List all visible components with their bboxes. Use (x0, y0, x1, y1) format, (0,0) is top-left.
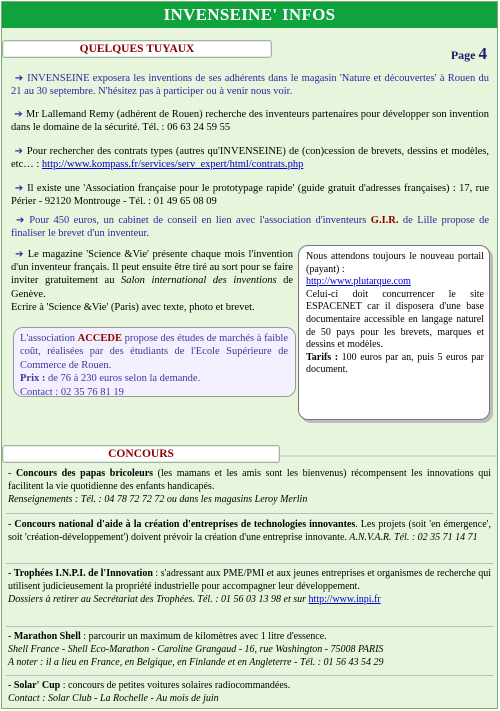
contest-contact: Renseignements : Tél. : 04 78 72 72 72 ou dans les magasins Leroy Merlin (8, 493, 308, 505)
arrow-icon: ➔ (11, 73, 28, 84)
tip-text: de Genève. (11, 275, 293, 300)
contest-separator (6, 675, 493, 676)
arrow-icon: ➔ (11, 109, 26, 120)
contest-text: : concours de petites voitures solaires radiocommandées. (60, 680, 291, 691)
portal-box (298, 245, 490, 420)
prix-text: de 76 à 230 euros selon la demande. (45, 373, 201, 385)
plutarque-link[interactable]: http://www.plutarque.com (306, 276, 411, 288)
tip-item (11, 214, 489, 240)
portal-text: Nous attendons toujours le nouveau portail (payant) : (306, 251, 484, 275)
contest-title: Marathon Shell (13, 631, 81, 642)
arrow-icon: ➔ (11, 249, 28, 260)
inpi-link[interactable]: http://www.inpi.fr (308, 593, 381, 605)
tarifs-text: 100 euros par an, puis 5 euros par document. (306, 351, 484, 376)
tip-text: INVENSEINE exposera les inventions de ses adhérents dans le magasin 'Nature et découvertes' à Rouen du 21 au 30 septembre. N'hésitez pas à participer ou à venir nous voir. (11, 73, 489, 98)
contest-separator (6, 563, 493, 564)
kompass-link[interactable]: http://www.kompass.fr/services/serv_expert/html/contrats.php (41, 159, 304, 171)
contest-title: Trophées I.N.P.I. de l'Innovation (13, 568, 153, 579)
tips-section-header: QUELQUES TUYAUX (2, 40, 272, 58)
contest-title: Concours national d'aide à la création d'entreprises de technologies innovantes (14, 519, 356, 530)
tip-text: Ecrire à 'Science &Vie' (Paris) avec texte, photo et brevet. (11, 301, 255, 313)
newsletter-page (1, 1, 498, 709)
contest-text: : parcourir un maximum de kilomètres avec 1 litre d'essence. (80, 631, 327, 642)
contest-text: . Les projets (soit 'en émergence', soit 'création-développement') doivent prévoir la création d'une entreprise innovante. (8, 519, 491, 543)
page-number (451, 44, 487, 64)
accede-text: propose des études de marchés à faible coût, réalisées par des étudiants de l'Ecole Supérieure de Commerce de Rouen. (20, 333, 288, 371)
page-number-value: 4 (478, 44, 487, 63)
page-number-label: Page (450, 48, 476, 62)
tip-text: Il existe une 'Association française pour le prototypage rapide' (guide gratuit d'adresses françaises) : 17, rue Périer - 92120 Montrouge - Tél. : 01 49 65 08 09 (11, 183, 489, 208)
accede-contact: Contact : 02 35 76 81 19 (20, 386, 124, 398)
contest-separator (6, 626, 493, 627)
portal-box-content (306, 251, 484, 377)
newsletter-title-banner: INVENSEINE' INFOS (2, 2, 497, 28)
contest-contact: Shell France - Shell Eco-Marathon - Caroline Grangaud - 16, rue Washington - 75008 PARIS (8, 643, 384, 655)
tip-item (11, 248, 293, 314)
contest-contact: A.N.V.A.R. Tél. : 02 35 71 14 71 (346, 531, 478, 543)
contest-title: Concours des papas bricoleurs (15, 468, 154, 479)
contest-separator (6, 513, 493, 514)
arrow-icon: ➔ (11, 183, 28, 194)
contest-item: - Marathon Shell : parcourir un maximum de kilomètres avec 1 litre d'essence. Shell France - Shell Eco-Marathon - Caroline Grangaud - 16, rue Washington - 75008 PARIS A noter : il a lieu en France, en Belgique, en Finlande et en Angleterre - Tél. : 01 56 43 54 29 (8, 631, 384, 668)
arrow-icon: ➔ (11, 215, 30, 226)
tip-text: de Lille propose de finaliser le brevet d'un inventeur. (11, 215, 489, 240)
tarifs-label: Tarifs : (306, 351, 339, 363)
accede-box-content (20, 332, 288, 399)
salon-name: Salon international des inventions (121, 275, 277, 287)
tip-text: Mr Lallemand Remy (adhérent de Rouen) recherche des inventeurs partenaires pour développer son invention dans le domaine de la sécurité. Tél. : 06 63 24 59 55 (11, 109, 489, 134)
accede-name: ACCEDE (77, 333, 122, 344)
contest-note: A noter : il a lieu en France, en Belgique, en Finlande et en Angleterre - Tél. : 01 56 43 54 29 (8, 656, 384, 668)
contests-section-header: CONCOURS (2, 445, 280, 463)
contest-contact: Contact : Solar Club - La Rochelle - Au mois de juin (8, 692, 219, 704)
contest-contact: Dossiers à retirer au Secrétariat des Trophées. Tél. : 01 56 03 13 98 et sur (8, 593, 309, 605)
tip-text: Le magazine 'Science &Vie' présente chaque mois l'invention d'un inventeur français. Il peut ensuite être tiré au sort pour se faire inviter gratuitement au (11, 249, 293, 287)
contest-item: - Concours des papas bricoleurs (les mamans et les amis sont les bienvenus) récompensent les innovations qui facilitent la vie quotidienne des enfants handicapés. Renseignements : Tél. : 04 78 72 72 72 ou dans les magasins Leroy Merlin (8, 468, 491, 505)
contest-item: - Concours national d'aide à la création d'entreprises de technologies innovantes. Les projets (soit 'en émergence', soit 'création-développement') doivent prévoir la création d'une entreprise innovante. A.N.V.A.R. Tél. : 02 35 71 14 71 (8, 519, 491, 543)
contest-item: - Solar' Cup : concours de petites voitures solaires radiocommandées. Contact : Solar Club - La Rochelle - Au mois de juin (8, 680, 291, 704)
contest-item: - Trophées I.N.P.I. de l'Innovation : s'adressant aux PME/PMI et aux jeunes entreprises et organismes de recherche qui utilisent judicieusement la propriété industrielle pour accompagner leur développement. Dossiers à retirer au Secrétariat des Trophées. Tél. : 01 56 03 13 98 et sur http://www.inpi.fr (8, 568, 491, 605)
tip-item (11, 108, 489, 134)
tip-text: Pour 450 euros, un cabinet de conseil en lien avec l'association d'inventeurs (29, 215, 371, 226)
portal-text: Celui-ci doit concurrencer le site ESPACENET car il disposera d'une base documentaire accessible en langage naturel de 50 pays pour les brevets, marques et dessins et modèles. (306, 288, 484, 351)
tip-item (11, 72, 489, 98)
arrow-icon: ➔ (11, 146, 27, 157)
accede-text: L'association (20, 333, 78, 344)
tip-text: Pour rechercher des contrats types (autres qu'INVENSEINE) de (con)cession de brevets, dessins et modèles, etc… : (11, 146, 489, 171)
tip-item (11, 145, 489, 171)
prix-label: Prix : (20, 373, 46, 385)
tip-item (11, 182, 489, 208)
contest-text: : s'adressant aux PME/PMI et aux jeunes entreprises et organismes de recherche qui utilisent judicieusement la propriété industrielle pour accompagner leur développement. (8, 568, 491, 592)
gir-highlight: G.I.R. (370, 215, 399, 226)
accede-box (13, 327, 296, 397)
contest-text: (les mamans et les amis sont les bienvenus) récompensent les innovations qui facilitent la vie quotidienne des enfants handicapés. (8, 468, 491, 492)
contest-title: Solar' Cup (13, 680, 61, 691)
